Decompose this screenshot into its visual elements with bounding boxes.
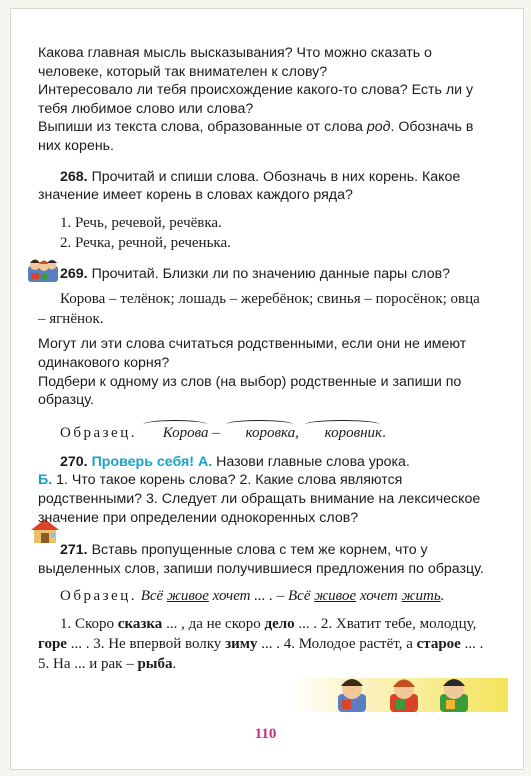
mascot-icons [332, 672, 482, 716]
root-arc-word: коровка [224, 418, 296, 443]
exercise-268-lines: 1. Речь, речевой, речёвка. 2. Речка, речной, реченька. [60, 214, 231, 251]
mascot-kid-icon [440, 679, 468, 712]
page-content [38, 44, 488, 674]
check-yourself-label: Проверь себя! А. [87, 453, 213, 470]
mascot-girl-icon [390, 679, 418, 712]
sample-271: Образец. Всё живое хочет ... . – Всё живое хочет жить. [60, 588, 445, 605]
exercise-269: 269. Прочитай. Близки ли по значению данные пары слов? Корова – телёнок; лошадь – жеребёнок; свинья – поросёнок; овца – ягнёнок. Могут ли эти слова считаться родственными, если они не имеют одинакового корня? Подбери к одному из слов (на выбор) родственные и запиши по образцу. Образец. Корова – коровка, коровник. [38, 265, 488, 443]
root-arc-word: Корова [141, 418, 209, 443]
exercise-271: 271. Вставь пропущенные слова с тем же корнем, что у выделенных слов, запиши получившиеся предложения по образцу. Образец. Всё живое хочет ... . – Всё живое хочет жить. 1. Скоро сказка ... , да не скоро дело ... . 2. Хватит тебе, молодцу, горе ... . 3. Не впервой волку зиму ... . 4. Молодое растёт, а старое ... . 5. На ... и рак – рыба. [38, 541, 488, 674]
mascot-boy-icon [338, 679, 366, 712]
exercise-number: 268. [60, 168, 88, 185]
intro-question-1: Какова главная мысль высказывания? Что можно сказать о человеке, который так внимателен к слову? [38, 45, 432, 80]
keyword-rod: род [366, 119, 391, 136]
word-pairs: Корова – телёнок; лошадь – жеребёнок; свинья – поросёнок; овца – ягнёнок. [38, 291, 480, 328]
intro-task: Выпиши из текста слова, образованные от слова род. Обозначь в них корень. [38, 119, 474, 154]
proverbs: 1. Скоро сказка ... , да не скоро дело ... . 2. Хватит тебе, молодцу, горе ... . 3. Не впервой волку зиму ... . 4. Молодое растёт, а старое ... . 5. На ... и рак – рыба. [38, 616, 484, 673]
page-number: 110 [254, 726, 277, 742]
sample-269: Образец. Корова – коровка, коровник. [38, 418, 488, 443]
exercise-270: 270. Проверь себя! А. Назови главные слова урока. Б. 1. Что такое корень слова? 2. Какие слова являются родственными? 3. Следует ли обращать внимание на лексическое значение при определении однокоренных слов? [38, 453, 481, 526]
intro-question-2: Интересовало ли тебя происхождение какого-то слова? Есть ли у тебя любимое слово или слова? [38, 82, 474, 117]
exercise-number: 269. [60, 265, 88, 282]
exercise-268: 268. Прочитай и спиши слова. Обозначь в них корень. Какое значение имеет корень в словах каждого ряда? 1. Речь, речевой, речёвка. 2. Речка, речной, реченька. [38, 168, 488, 253]
root-arc-word: коровник [303, 418, 382, 443]
exercise-number: 270. [60, 453, 88, 470]
exercise-number: 271. [60, 542, 88, 559]
